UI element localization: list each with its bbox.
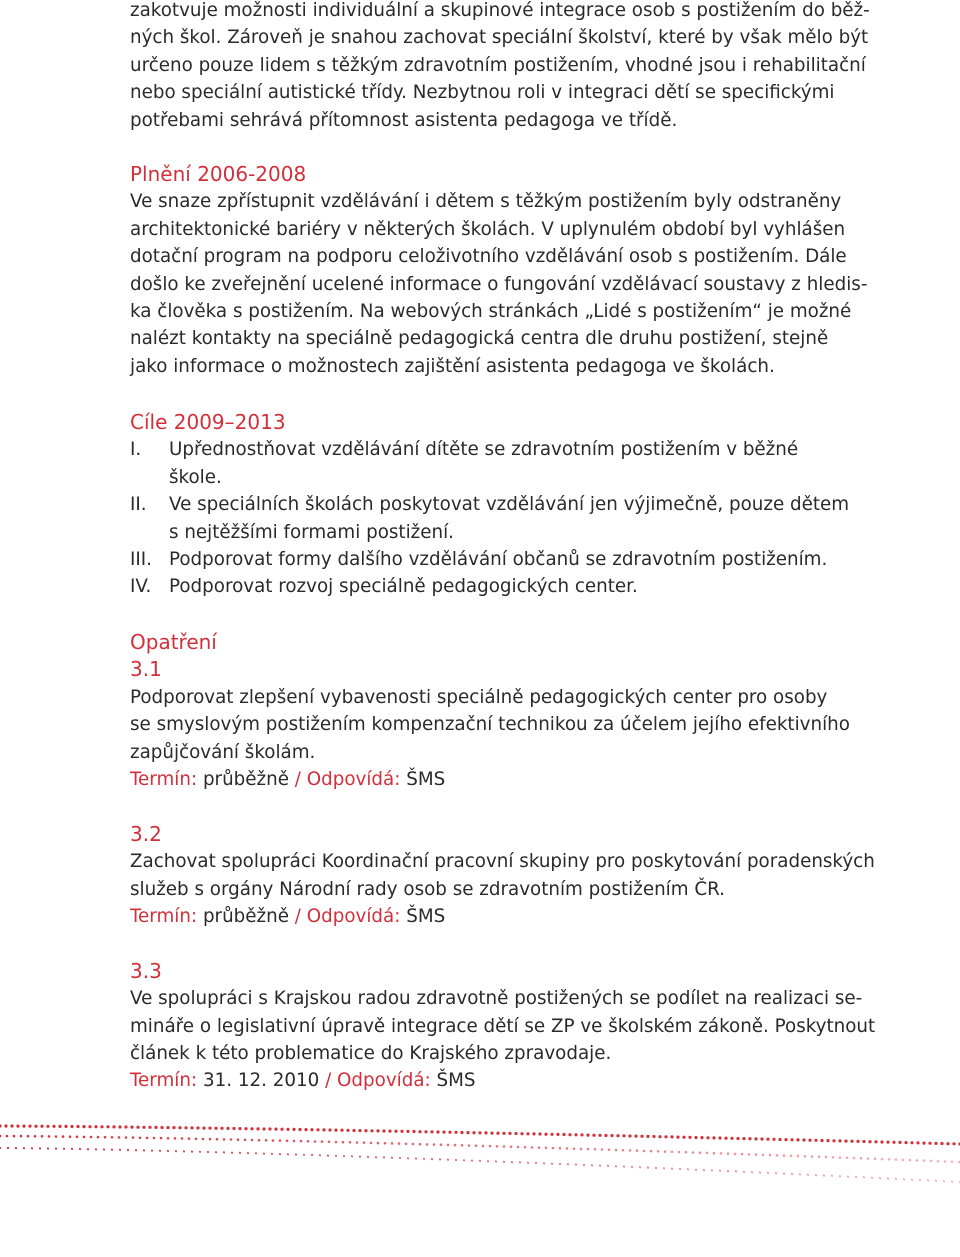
plneni-line: nalézt kontakty na speciálně pedagogická centra dle druhu postižení, stejně [130, 328, 829, 350]
plneni-section [130, 161, 882, 380]
opatreni-section [130, 629, 882, 1095]
measure-line: Zachovat spolupráci Koordinační pracovní skupiny pro poskytování poradenských [130, 851, 875, 873]
intro-line: určeno pouze lidem s těžkým zdravotním postižením, vhodné jsou i rehabilitační [130, 54, 866, 76]
intro-line: nebo speciální autistické třídy. Nezbytnou roli v integraci dětí se specifickými [130, 82, 835, 104]
measure-3-1 [130, 656, 882, 793]
goal-text-line: Podporovat formy dalšího vzdělávání občanů se zdravotním postižením. [169, 549, 828, 571]
termin-value: průběžně [197, 906, 295, 928]
plneni-line: Ve snaze zpřístupnit vzdělávání i dětem s těžkým postižením byly odstraněny [130, 191, 842, 213]
goal-text-line: Podporovat rozvoj speciálně pedagogických center. [169, 576, 638, 598]
measure-number: 3.2 [130, 821, 162, 846]
measure-line: se smyslovým postižením kompenzační technikou za účelem jejího efektivního [130, 714, 850, 736]
intro-paragraph [130, 0, 882, 134]
odpovida-value: ŠMS [400, 769, 446, 791]
measure-number: 3.3 [130, 958, 162, 983]
odpovida-label: Odpovídá: [300, 769, 401, 791]
goal-item [130, 546, 882, 573]
measure-line: služeb s orgány Národní rady osob se zdravotním postižením ČR. [130, 878, 725, 900]
goal-text-line: škole. [169, 466, 222, 488]
termin-label: Termín: [130, 906, 198, 928]
goal-item [130, 573, 882, 600]
measure-deadline [130, 1067, 882, 1094]
separator: / [294, 906, 301, 928]
measure-deadline [130, 903, 882, 930]
plneni-line: dotační program na podporu celoživotního vzdělávání osob s postižením. Dále [130, 246, 847, 268]
goal-item [130, 491, 882, 546]
termin-label: Termín: [130, 769, 198, 791]
plneni-line: ka člověka s postižením. Na webových stránkách „Lidé s postižením“ je možné [130, 301, 852, 323]
cile-section [130, 409, 882, 601]
measure-line: Podporovat zlepšení vybavenosti speciálně pedagogických center pro osoby [130, 686, 828, 708]
separator: / [294, 769, 301, 791]
intro-line: potřebami sehrává přítomnost asistenta pedagoga ve třídě. [130, 109, 678, 131]
measure-number: 3.1 [130, 657, 162, 682]
termin-value: průběžně [197, 769, 295, 791]
goal-number: I. [130, 439, 142, 461]
odpovida-value: ŠMS [430, 1070, 476, 1092]
decorative-dotted-wave [0, 1120, 960, 1210]
measure-3-2 [130, 821, 882, 931]
measure-line: zapůjčování školám. [130, 741, 316, 763]
measure-line: mináře o legislativní úpravě integrace dětí se ZP ve školském zákoně. Poskytnout [130, 1015, 876, 1037]
plneni-line: došlo ke zveřejnění ucelené informace o fungování vzdělávací soustavy z hledis- [130, 273, 868, 295]
intro-line: ných škol. Zároveň je snahou zachovat speciální školství, které by však mělo být [130, 27, 869, 49]
termin-value: 31. 12. 2010 [197, 1070, 326, 1092]
measure-line: článek k této problematice do Krajského zpravodaje. [130, 1043, 612, 1065]
opatreni-heading: Opatření [130, 630, 217, 654]
goal-number: IV. [130, 576, 152, 598]
cile-heading: Cíle 2009–2013 [130, 410, 286, 434]
odpovida-value: ŠMS [400, 906, 446, 928]
goal-text-line: s nejtěžšími formami postižení. [169, 521, 454, 543]
goal-text-line: Ve speciálních školách poskytovat vzdělávání jen výjimečně, pouze dětem [169, 494, 850, 516]
plneni-heading: Plnění 2006-2008 [130, 162, 307, 186]
goal-item [130, 436, 882, 491]
separator: / [325, 1070, 332, 1092]
goal-number: III. [130, 549, 152, 571]
plneni-line: architektonické bariéry v některých školách. V uplynulém období byl vyhlášen [130, 218, 846, 240]
odpovida-label: Odpovídá: [300, 906, 401, 928]
goal-number: II. [130, 494, 147, 516]
plneni-line: jako informace o možnostech zajištění asistenta pedagoga ve školách. [130, 355, 775, 377]
termin-label: Termín: [130, 1070, 198, 1092]
intro-line: zakotvuje možnosti individuální a skupinové integrace osob s postižením do běž- [130, 0, 870, 21]
measure-line: Ve spolupráci s Krajskou radou zdravotně postižených se podílet na realizaci se- [130, 988, 863, 1010]
goal-text-line: Upřednostňovat vzdělávání dítěte se zdravotním postižením v běžné [169, 439, 799, 461]
odpovida-label: Odpovídá: [331, 1070, 431, 1092]
measure-deadline [130, 766, 882, 793]
measure-3-3 [130, 958, 882, 1095]
